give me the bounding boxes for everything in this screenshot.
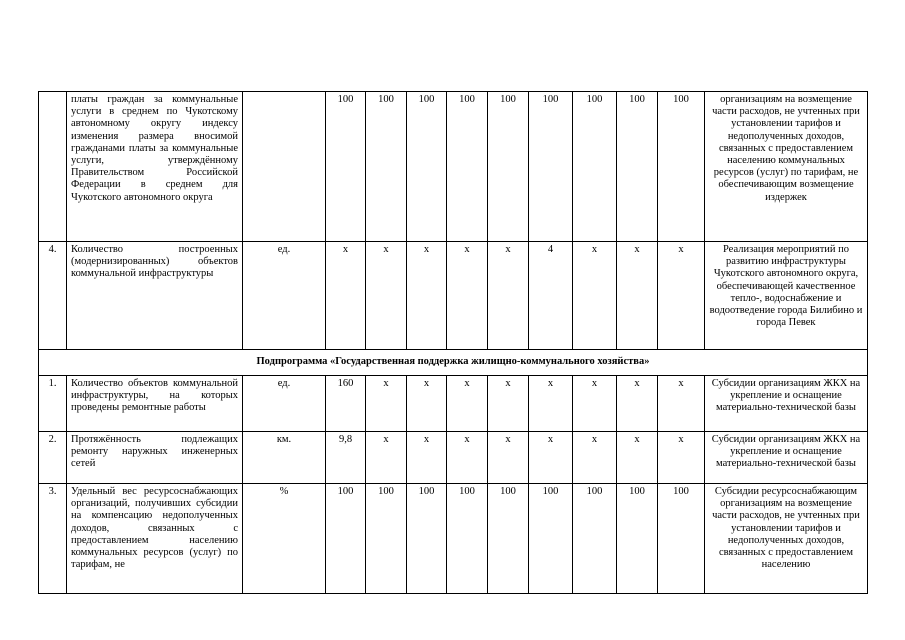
unit-of-measure: ед. <box>243 376 326 432</box>
year-value: х <box>407 242 447 350</box>
year-value: х <box>447 242 488 350</box>
year-value: х <box>447 376 488 432</box>
year-value: 100 <box>447 92 488 242</box>
year-value: 100 <box>573 484 617 594</box>
year-value: х <box>407 376 447 432</box>
year-value: 100 <box>658 484 705 594</box>
year-value: х <box>366 376 407 432</box>
year-value: х <box>488 376 529 432</box>
table-body-top <box>39 92 868 350</box>
subprogram-header-row <box>39 350 868 376</box>
unit-of-measure: км. <box>243 432 326 484</box>
row-number: 3. <box>39 484 67 594</box>
year-value: 100 <box>366 92 407 242</box>
year-value: х <box>447 432 488 484</box>
year-value: 100 <box>488 484 529 594</box>
row-number: 2. <box>39 432 67 484</box>
year-value: 100 <box>326 92 366 242</box>
measure-description: Субсидии ресурсоснабжающим организациям на возмещение части расходов, не учтенных при установлении тарифов и недополученных доходов, связанных с предоставлением населению <box>705 484 868 594</box>
row-number <box>39 92 67 242</box>
indicators-table <box>38 91 868 594</box>
table-row <box>39 92 868 242</box>
year-value: х <box>617 376 658 432</box>
year-value: х <box>658 242 705 350</box>
year-value: 100 <box>529 92 573 242</box>
row-number: 1. <box>39 376 67 432</box>
unit-of-measure: % <box>243 484 326 594</box>
measure-description: Субсидии организациям ЖКХ на укрепление и оснащение материально-технической базы <box>705 432 868 484</box>
year-value: 100 <box>658 92 705 242</box>
year-value: х <box>407 432 447 484</box>
year-value: 100 <box>617 484 658 594</box>
indicator-name: Количество объектов коммунальной инфраструктуры, на которых проведены ремонтные работы <box>67 376 243 432</box>
year-value: х <box>366 242 407 350</box>
year-value: х <box>488 242 529 350</box>
subprogram-title: Подпрограмма «Государственная поддержка жилищно-коммунального хозяйства» <box>39 350 868 376</box>
year-value: 100 <box>447 484 488 594</box>
measure-description: Реализация мероприятий по развитию инфраструктуры Чукотского автономного округа, обеспечивающей качественное тепло-, водоснабжение и водоотведение города Билибино и города Певек <box>705 242 868 350</box>
measure-description: организациям на возмещение части расходов, не учтенных при установлении тарифов и недополученных доходов, связанных с предоставлением населению коммунальных ресурсов (услуг) по тарифам, не обеспечивающим возмещение издержек <box>705 92 868 242</box>
indicator-name: Удельный вес ресурсоснабжающих организаций, получивших субсидии на компенсацию недополученных доходов, связанных с предоставлением населению коммунальных ресурсов (услуг) по тарифам, не <box>67 484 243 594</box>
year-value: х <box>366 432 407 484</box>
year-value: 160 <box>326 376 366 432</box>
table-row <box>39 376 868 432</box>
year-value: х <box>529 376 573 432</box>
table-row <box>39 242 868 350</box>
year-value: х <box>617 432 658 484</box>
year-value: 100 <box>326 484 366 594</box>
year-value: 100 <box>573 92 617 242</box>
year-value: 100 <box>617 92 658 242</box>
year-value: х <box>658 376 705 432</box>
year-value: 100 <box>407 92 447 242</box>
year-value: х <box>617 242 658 350</box>
table-body-bottom <box>39 376 868 594</box>
row-number: 4. <box>39 242 67 350</box>
indicator-name: Количество построенных (модернизированных) объектов коммунальной инфраструктуры <box>67 242 243 350</box>
unit-of-measure <box>243 92 326 242</box>
year-value: 4 <box>529 242 573 350</box>
year-value: 9,8 <box>326 432 366 484</box>
year-value: х <box>326 242 366 350</box>
year-value: 100 <box>529 484 573 594</box>
year-value: 100 <box>488 92 529 242</box>
year-value: 100 <box>366 484 407 594</box>
year-value: 100 <box>407 484 447 594</box>
year-value: х <box>488 432 529 484</box>
indicator-name: платы граждан за коммунальные услуги в среднем по Чукотскому автономному округу индексу изменения размера вносимой гражданами платы за коммунальные услуги, утверждённому Правительством Российской Федерации в среднем для Чукотского автономного округа <box>67 92 243 242</box>
year-value: х <box>529 432 573 484</box>
year-value: х <box>573 376 617 432</box>
year-value: х <box>658 432 705 484</box>
subprogram-section <box>39 350 868 376</box>
unit-of-measure: ед. <box>243 242 326 350</box>
table-row <box>39 432 868 484</box>
indicator-name: Протяжённость подлежащих ремонту наружных инженерных сетей <box>67 432 243 484</box>
table-row <box>39 484 868 594</box>
measure-description: Субсидии организациям ЖКХ на укрепление и оснащение материально-технической базы <box>705 376 868 432</box>
year-value: х <box>573 242 617 350</box>
year-value: х <box>573 432 617 484</box>
